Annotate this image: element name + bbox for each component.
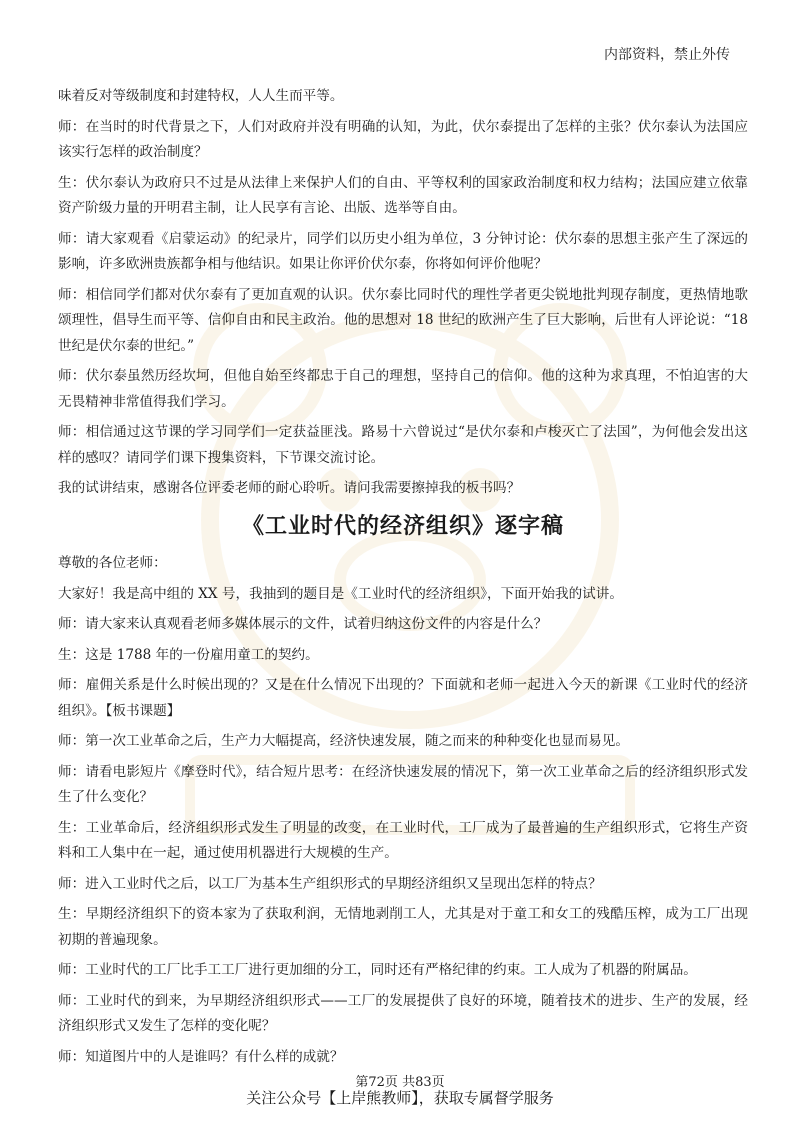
paragraph: 师：相信通过这节课的学习同学们一定获益匪浅。路易十六曾说过“是伏尔泰和卢梭灭亡了法国”，为何他会发出这样的感叹？请同学们课下搜集资料，下节课交流讨论。 [58, 424, 748, 466]
paragraph: 师：请大家来认真观看老师多媒体展示的文件，试着归纳这份文件的内容是什么？ [58, 616, 548, 632]
paragraph: 师：工业时代的到来，为早期经济组织形式——工厂的发展提供了良好的环境，随着技术的进步、生产的发展，经济组织形式又发生了怎样的变化呢？ [58, 992, 748, 1034]
paragraph: 师：第一次工业革命之后，生产力大幅提高，经济快速发展，随之而来的种种变化也显而易见。 [58, 733, 629, 749]
paragraph: 生：工业革命后，经济组织形式发生了明显的改变，在工业时代，工厂成为了最普遍的生产组织形式，它将生产资料和工人集中在一起，通过使用机器进行大规模的生产。 [58, 819, 748, 861]
paragraph: 大家好！我是高中组的 XX 号，我抽到的题目是《工业时代的经济组织》，下面开始我的试讲。 [58, 585, 623, 602]
paragraph: 师：伏尔泰虽然历经坎坷，但他自始至终都忠于自己的理想，坚持自己的信仰。他的这种为求真理，不怕迫害的大无畏精神非常值得我们学习。 [58, 368, 748, 410]
section-title: 《工业时代的经济组织》逐字稿 [241, 513, 564, 539]
paragraph: 我的试讲结束，感谢各位评委老师的耐心聆听。请问我需要擦掉我的板书吗？ [58, 480, 521, 496]
page-number: 第72页 共83页 [355, 1075, 445, 1090]
paragraph: 师：在当时的时代背景之下，人们对政府并没有明确的认知，为此，伏尔泰提出了怎样的主张？伏尔泰认为法国应该实行怎样的政治制度？ [58, 118, 748, 160]
paragraph: 师：雇佣关系是什么时候出现的？又是在什么情况下出现的？下面就和老师一起进入今天的新课《工业时代的经济组织》。【板书课题】 [58, 677, 748, 719]
paragraph: 师：相信同学们都对伏尔泰有了更加直观的认识。伏尔泰比同时代的理性学者更尖锐地批判现存制度，更热情地歌颂理性，倡导生而平等、信仰自由和民主政治。他的思想对 18 世纪的欧洲产生了巨大影响，后世有人评论说：“18 世纪是伏尔泰的世纪。” [58, 286, 748, 354]
footer-promo: 关注公众号【上岸熊教师】，获取专属督学服务 [246, 1089, 554, 1107]
paragraph: 生：伏尔泰认为政府只不过是从法律上来保护人们的自由、平等权利的国家政治制度和权力结构；法国应建立依靠资产阶级力量的开明君主制，让人民享有言论、出版、选举等自由。 [58, 174, 748, 216]
paragraph: 师：请大家观看《启蒙运动》的纪录片，同学们以历史小组为单位，3 分钟讨论：伏尔泰的思想主张产生了深远的影响，许多欧洲贵族都争相与他结识。如果让你评价伏尔泰，你将如何评价他呢？ [58, 230, 748, 272]
paragraph: 生：这是 1788 年的一份雇用童工的契约。 [58, 646, 319, 663]
document-body [58, 84, 748, 1070]
paragraph: 师：进入工业时代之后，以工厂为基本生产组织形式的早期经济组织又呈现出怎样的特点？ [58, 875, 602, 892]
paragraph: 味着反对等级制度和封建特权，人人生而平等。 [58, 88, 344, 104]
page-header-note: 内部资料，禁止外传 [604, 47, 730, 63]
paragraph: 师：请看电影短片《摩登时代》，结合短片思考：在经济快速发展的情况下，第一次工业革命之后的经济组织形式发生了什么变化？ [58, 763, 748, 805]
paragraph: 师：工业时代的工厂比手工工厂进行更加细的分工，同时还有严格纪律的约束。工人成为了机器的附属品。 [58, 962, 697, 978]
paragraph: 师：知道图片中的人是谁吗？有什么样的成就？ [58, 1048, 344, 1065]
paragraph: 尊敬的各位老师： [58, 555, 167, 571]
paragraph: 生：早期经济组织下的资本家为了获取利润，无情地剥削工人，尤其是对于童工和女工的残酷压榨，成为工厂出现初期的普遍现象。 [58, 906, 748, 948]
